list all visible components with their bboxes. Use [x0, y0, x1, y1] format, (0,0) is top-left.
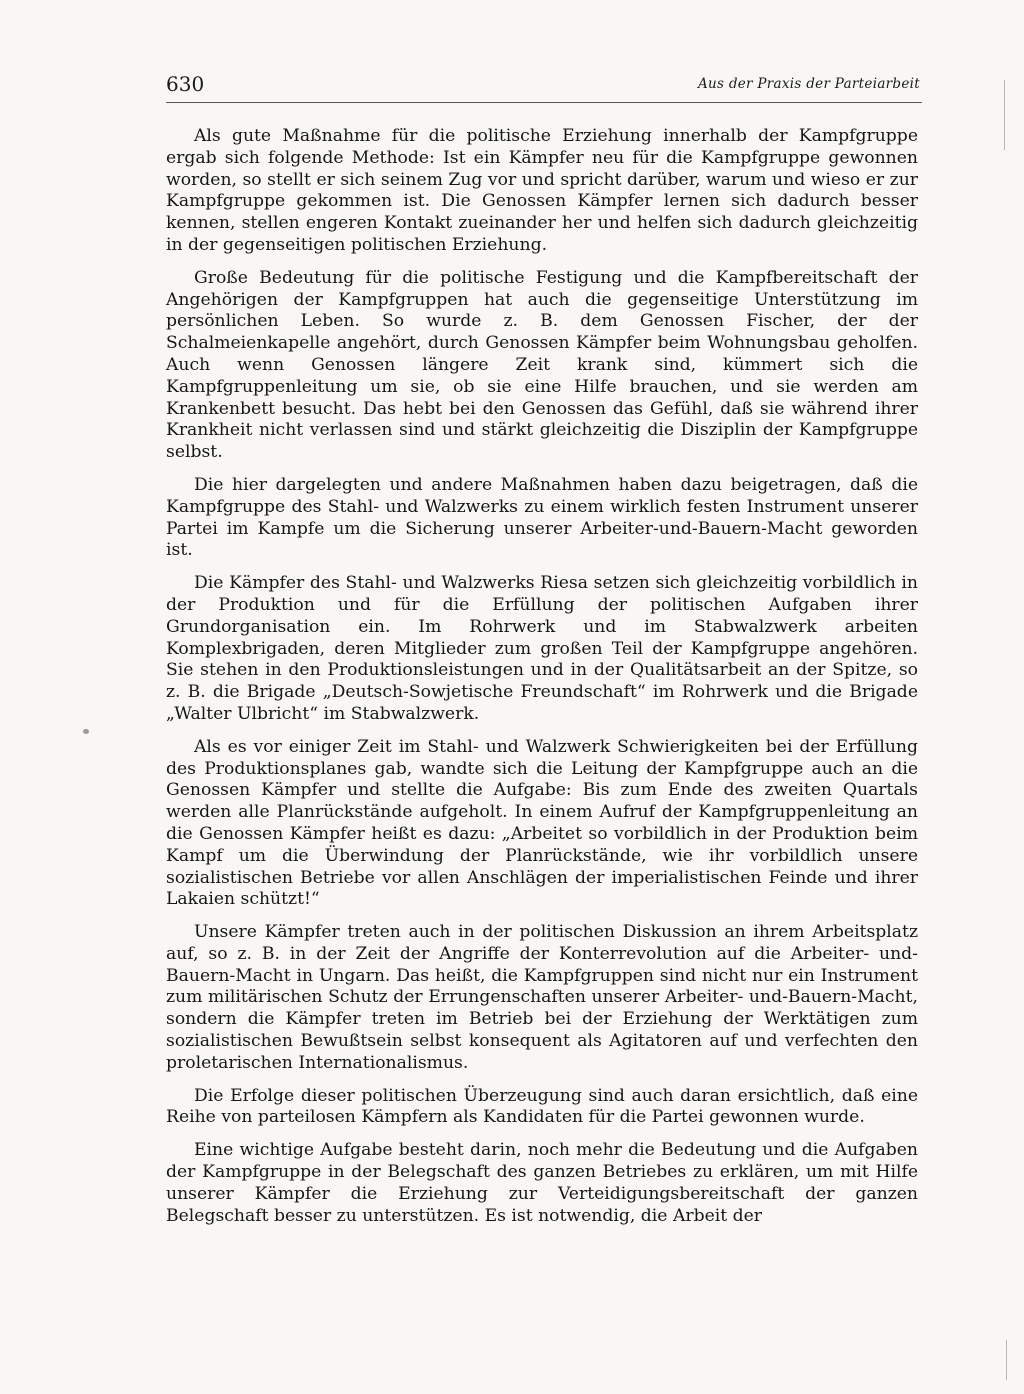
- page-number: 630: [166, 72, 205, 96]
- running-title: Aus der Praxis der Parteiarbeit: [697, 76, 920, 92]
- article-body: [166, 126, 918, 1238]
- paragraph-6: Unsere Kämpfer treten auch in der politischen Diskussion an ihrem Arbeitsplatz auf, so z. B. in der Zeit der Angriffe der Konterrevolution auf die Arbeiter- und-Bauern-Macht in Ungarn. Das heißt, die Kampfgruppen sind nicht nur ein Instrument zum militärischen Schutz der Errungenschaften unserer Arbeiter- und-Bauern-Macht, sondern die Kämpfer treten im Betrieb bei der Erziehung der Werktätigen zum sozialistischen Bewußtsein selbst konsequent als Agitatoren auf und verfechten den proletarischen Internationalismus.: [166, 922, 918, 1073]
- paragraph-4: Die Kämpfer des Stahl- und Walzwerks Riesa setzen sich gleichzeitig vorbildlich in der Produktion und für die Erfüllung der politischen Aufgaben ihrer Grundorganisation ein. Im Rohrwerk und im Stabwalzwerk arbeiten Komplexbrigaden, deren Mitglieder zum großen Teil der Kampfgruppe angehören. Sie stehen in den Produktionsleistungen und in der Qualitätsarbeit an der Spitze, so z. B. die Brigade „Deutsch-Sowjetische Freundschaft“ im Rohrwerk und die Brigade „Walter Ulbricht“ im Stabwalzwerk.: [166, 573, 918, 724]
- paragraph-8: Eine wichtige Aufgabe besteht darin, noch mehr die Bedeutung und die Aufgaben der Kampfgruppe in der Belegschaft des ganzen Betriebes zu erklären, um mit Hilfe unserer Kämpfer die Erziehung zur Verteidigungsbereitschaft der ganzen Belegschaft besser zu unterstützen. Es ist notwendig, die Arbeit der: [166, 1140, 918, 1226]
- scan-edge-mark-top: [1004, 80, 1005, 150]
- paragraph-7: Die Erfolge dieser politischen Überzeugung sind auch daran ersichtlich, daß eine Reihe von parteilosen Kämpfern als Kandidaten für die Partei gewonnen wurde.: [166, 1085, 918, 1128]
- paragraph-1: Als gute Maßnahme für die politische Erziehung innerhalb der Kampfgruppe ergab sich folgende Methode: Ist ein Kämpfer neu für die Kampfgruppe gewonnen worden, so stellt er sich seinem Zug vor und spricht darüber, warum und wieso er zur Kampfgruppe gekommen ist. Die Genossen Kämpfer lernen sich dadurch besser kennen, stellen engeren Kontakt zueinander her und helfen sich dadurch gleichzeitig in der gegenseitigen politischen Erziehung.: [166, 126, 918, 255]
- scan-edge-mark-bottom: [1006, 1340, 1007, 1380]
- paragraph-5: Als es vor einiger Zeit im Stahl- und Walzwerk Schwierigkeiten bei der Erfüllung des Produktionsplanes gab, wandte sich die Leitung der Kampfgruppe auch an die Genossen Kämpfer und stellte die Aufgabe: Bis zum Ende des zweiten Quartals werden alle Planrückstände aufgeholt. In einem Aufruf der Kampfgruppenleitung an die Genossen Kämpfer heißt es dazu: „Arbeitet so vorbildlich in der Produktion beim Kampf um die Überwindung der Planrückstände, wie ihr vorbildlich unsere sozialistischen Betriebe vor allen Anschlägen der imperialistischen Feinde und ihrer Lakaien schützt!“: [166, 736, 918, 910]
- paragraph-3: Die hier dargelegten und andere Maßnahmen haben dazu beigetragen, daß die Kampfgruppe des Stahl- und Walzwerks zu einem wirklich festen Instrument unserer Partei im Kampfe um die Sicherung unserer Arbeiter-und-Bauern-Macht geworden ist.: [166, 474, 918, 561]
- scan-speck: [83, 729, 89, 734]
- page-header: [166, 72, 922, 103]
- paragraph-2: Große Bedeutung für die politische Festigung und die Kampfbereitschaft der Angehörigen der Kampfgruppen hat auch die gegenseitige Unterstützung im persönlichen Leben. So wurde z. B. dem Genossen Fischer, der der Schalmeienkapelle angehört, durch Genossen Kämpfer beim Wohnungsbau geholfen. Auch wenn Genossen längere Zeit krank sind, kümmert sich die Kampfgruppenleitung um sie, ob sie eine Hilfe brauchen, und sie werden am Krankenbett besucht. Das hebt bei den Genossen das Gefühl, daß sie während ihrer Krankheit nicht verlassen sind und stärkt gleichzeitig die Disziplin der Kampfgruppe selbst.: [166, 267, 918, 463]
